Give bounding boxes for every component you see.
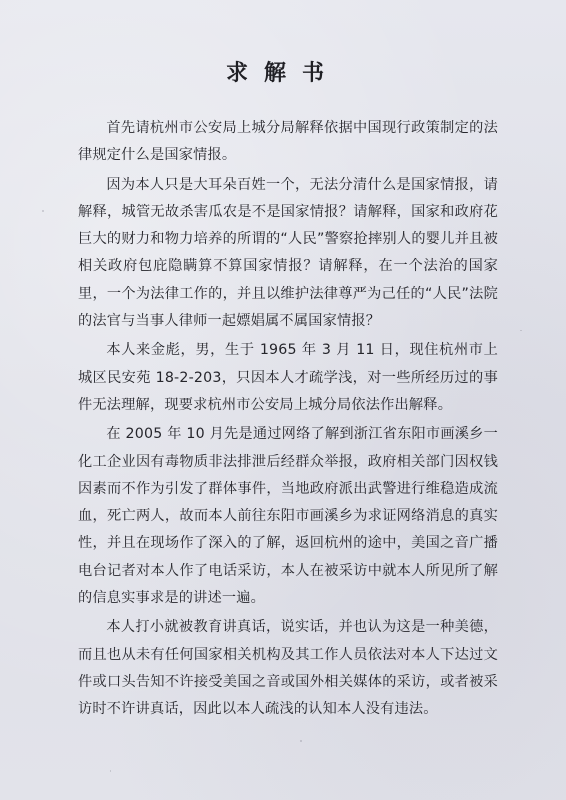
scan-speck — [520, 330, 522, 331]
paragraph-5: 本人打小就被教育讲真话，说实话，并也认为这是一种美德，而且也从未有任何国家相关机构及其工作人员依法对本人下达过文件或口头告知不许接受美国之音或国外相关媒体的采访，或者被采访时不许讲真话，因此以本人疏浅的认知本人没有违法。 — [78, 619, 498, 718]
document-body — [78, 115, 498, 724]
paragraph-2: 因为本人只是大耳朵百姓一个，无法分清什么是国家情报，请解释，城管无故杀害瓜农是不是国家情报？请解释，国家和政府花巨大的财力和物力培养的所谓的“人民”警察抢摔别人的婴儿并且被相关政府包庇隐瞒算不算国家情报？请解释，在一个法治的国家里，一个为法律工作的，并且以维护法律尊严为己任的“人民”法院的法官与当事人律师一起嫖娼属不属国家情报？ — [78, 176, 498, 330]
scan-speck — [42, 210, 44, 212]
scan-speck — [110, 770, 111, 772]
document-title: 求解书 — [225, 60, 340, 86]
paragraph-3: 本人来金彪，男，生于 1965 年 3 月 11 日，现住杭州市上城区民安苑 18-2-203，只因本人才疏学浅，对一些所经历过的事件无法理解，现要求杭州市公安局上城分局依法作出解释。 — [78, 342, 498, 413]
scan-speck — [300, 740, 302, 742]
paragraph-1: 首先请杭州市公安局上城分局解释依据中国现行政策制定的法律规定什么是国家情报。 — [78, 120, 498, 164]
paragraph-4: 在 2005 年 10 月先是通过网络了解到浙江省东阳市画溪乡一化工企业因有毒物质非法排泄后经群众举报，政府相关部门因权钱因素而不作为引发了群体事件，当地政府派出武警进行维稳造成流血，死亡两人，故而本人前往东阳市画溪乡为求证网络消息的真实性，并且在现场作了深入的了解，返回杭州的途中，美国之音广播电台记者对本人作了电话采访，本人在被采访中就本人所见所了解的信息实事求是的讲述一遍。 — [78, 426, 498, 607]
